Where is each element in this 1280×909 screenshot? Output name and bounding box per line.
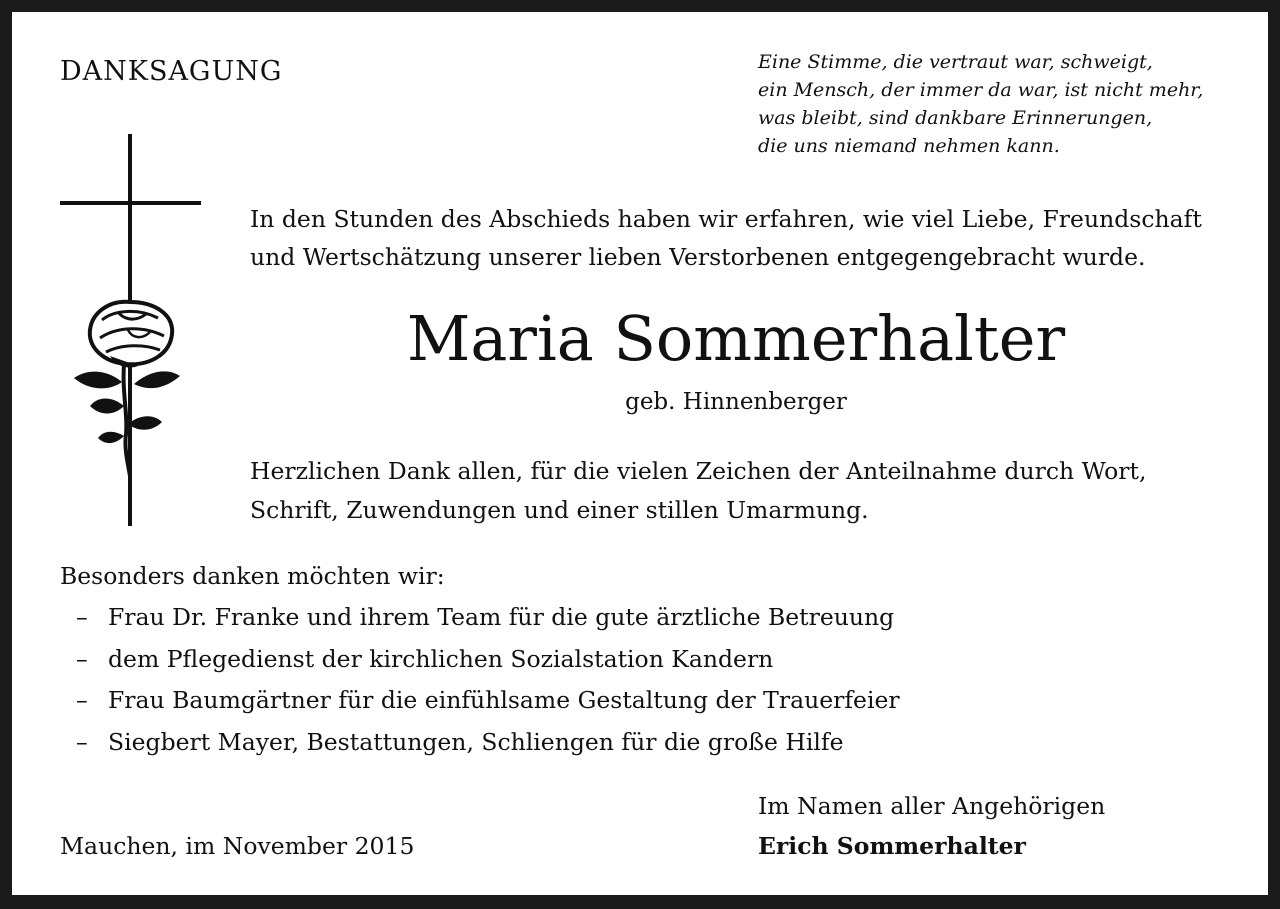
thanks-line: Herzlichen Dank allen, für die vielen Zeichen der Anteilnahme durch Wort, [250,457,1147,485]
bullet-dash: – [76,686,88,714]
special-thanks-intro: Besonders danken möchten wir: [60,562,445,590]
list-item-text: Frau Dr. Franke und ihrem Team für die gute ärztliche Betreuung [108,603,895,631]
poem-line: ein Mensch, der immer da war, ist nicht mehr, [758,79,1204,101]
maiden-name: geb. Hinnenberger [625,389,847,415]
special-thanks-list [76,597,900,763]
signature-line: Im Namen aller Angehörigen [758,792,1106,820]
thanks-line: Schrift, Zuwendungen und einer stillen Umarmung. [250,496,869,524]
list-item [76,680,900,722]
obituary-notice [12,12,1268,895]
list-item-text: Frau Baumgärtner für die einfühlsame Gestaltung der Trauerfeier [108,686,900,714]
list-item [76,597,900,639]
poem-line: die uns niemand nehmen kann. [758,135,1060,157]
list-item-text: dem Pflegedienst der kirchlichen Sozialstation Kandern [108,644,774,673]
signature-name: Erich Sommerhalter [758,832,1026,860]
list-item [76,639,900,681]
poem-line: Eine Stimme, die vertraut war, schweigt, [758,51,1153,73]
bullet-dash: – [76,727,88,756]
list-item-text: Siegbert Mayer, Bestattungen, Schliengen für die große Hilfe [108,727,844,756]
deceased-name: Maria Sommerhalter [406,302,1066,375]
intro-text [250,200,1202,276]
intro-line: In den Stunden des Abschieds haben wir erfahren, wie viel Liebe, Freundschaft [250,205,1202,233]
bullet-dash: – [76,603,88,631]
thanks-text [250,452,1146,530]
intro-line: und Wertschätzung unserer lieben Verstorbenen entgegengebracht wurde. [250,243,1146,271]
poem-line: was bleibt, sind dankbare Erinnerungen, [758,107,1153,129]
poem [758,48,1203,160]
bullet-dash: – [76,644,88,673]
notice-heading: DANKSAGUNG [60,56,283,87]
list-item [76,722,900,764]
place-date: Mauchen, im November 2015 [60,832,415,860]
